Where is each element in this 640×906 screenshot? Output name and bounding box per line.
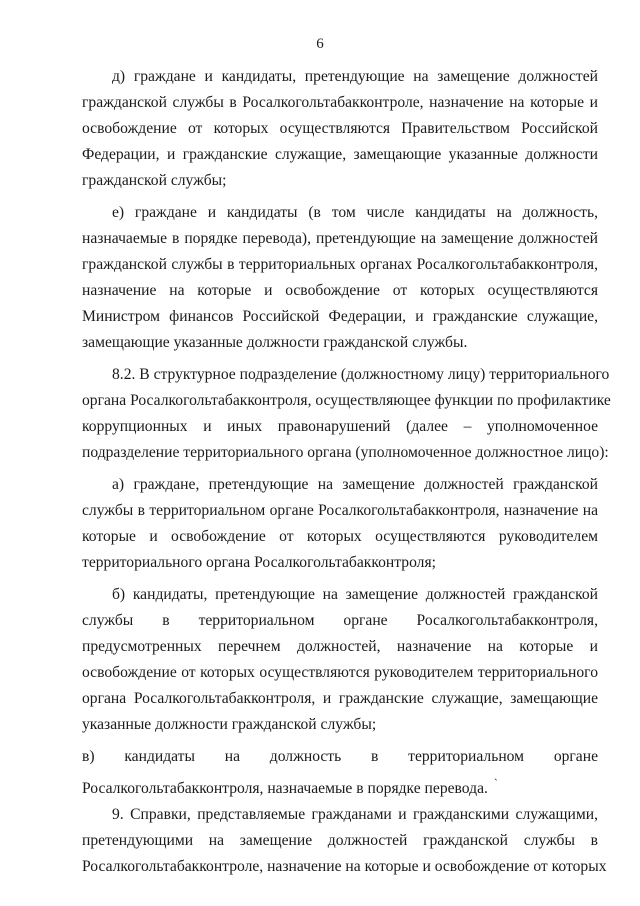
text-line: коррупционных и иных правонарушений (далее – уполномоченное — [82, 418, 598, 435]
paragraph-item-e — [82, 200, 598, 356]
text-line: претендующими на замещение должностей гражданской службы в — [82, 832, 598, 849]
text-line: гражданской службы в Росалкогольтабакконтроле, назначение на которые и — [82, 94, 598, 111]
text-line: Росалкогольтабакконтроле, назначение на которые и освобождение от которых — [82, 858, 607, 875]
text-line: назначаемые в порядке перевода), претендующие на замещение должностей — [82, 230, 598, 247]
text-line: указанные должности гражданской службы; — [82, 716, 377, 733]
text-line: органа Росалкогольтабакконтроля, осуществляющее функции по профилактике — [82, 392, 611, 409]
page-number: 6 — [316, 36, 324, 52]
paragraph-item-v — [82, 744, 598, 796]
text-line: гражданской службы в территориальных органах Росалкогольтабакконтроля, — [82, 256, 598, 273]
paragraph-item-b — [82, 582, 598, 738]
text-line: гражданской службы; — [82, 172, 227, 189]
text-line: освобождение от которых осуществляются руководителем территориального — [82, 664, 598, 681]
text-line: назначение на которые и освобождение от которых осуществляются — [82, 282, 598, 299]
paragraph-section-8-2 — [82, 362, 611, 466]
text-fragment: Росалкогольтабакконтроля, назначаемые в порядке перевода. — [82, 780, 488, 797]
text-line: освобождение от которых осуществляются Правительством Российской — [82, 120, 598, 137]
text-line: в) кандидаты на должность в территориальном органе — [82, 748, 598, 765]
text-line: подразделение территориального органа (уполномоченное должностное лицо): — [82, 444, 609, 461]
text-line: службы в территориальном органе Росалкогольтабакконтроля, назначение на — [82, 502, 598, 519]
text-line: Федерации, и гражданские служащие, замещающие указанные должности — [82, 146, 598, 163]
text-line-with-mark — [82, 770, 598, 796]
text-line: службы в территориальном органе Росалкогольтабакконтроля, — [82, 612, 598, 629]
text-line: б) кандидаты, претендующие на замещение должностей гражданской — [112, 586, 598, 603]
text-line: которые и освобождение от которых осуществляются руководителем — [82, 528, 598, 545]
text-line: 8.2. В структурное подразделение (должностному лицу) территориального — [112, 366, 610, 383]
document-body — [82, 64, 611, 886]
text-line: замещающие указанные должности гражданской службы. — [82, 334, 468, 351]
text-line: а) граждане, претендующие на замещение должностей гражданской — [112, 476, 598, 493]
text-line: д) граждане и кандидаты, претендующие на замещение должностей — [112, 68, 598, 85]
stray-mark: ` — [493, 776, 498, 790]
text-line: Министром финансов Российской Федерации, и гражданские служащие, — [82, 308, 598, 325]
paragraph-section-9 — [82, 802, 607, 880]
text-line: органа Росалкогольтабакконтроля, и гражданские служащие, замещающие — [82, 690, 598, 707]
paragraph-item-a — [82, 472, 598, 576]
text-line: е) граждане и кандидаты (в том числе кандидаты на должность, — [112, 204, 598, 221]
paragraph-item-d — [82, 64, 598, 194]
text-line: территориального органа Росалкогольтабакконтроля; — [82, 554, 436, 571]
text-line: предусмотренных перечнем должностей, назначение на которые и — [82, 638, 598, 655]
text-line: 9. Справки, представляемые гражданами и гражданскими служащими, — [112, 806, 598, 823]
